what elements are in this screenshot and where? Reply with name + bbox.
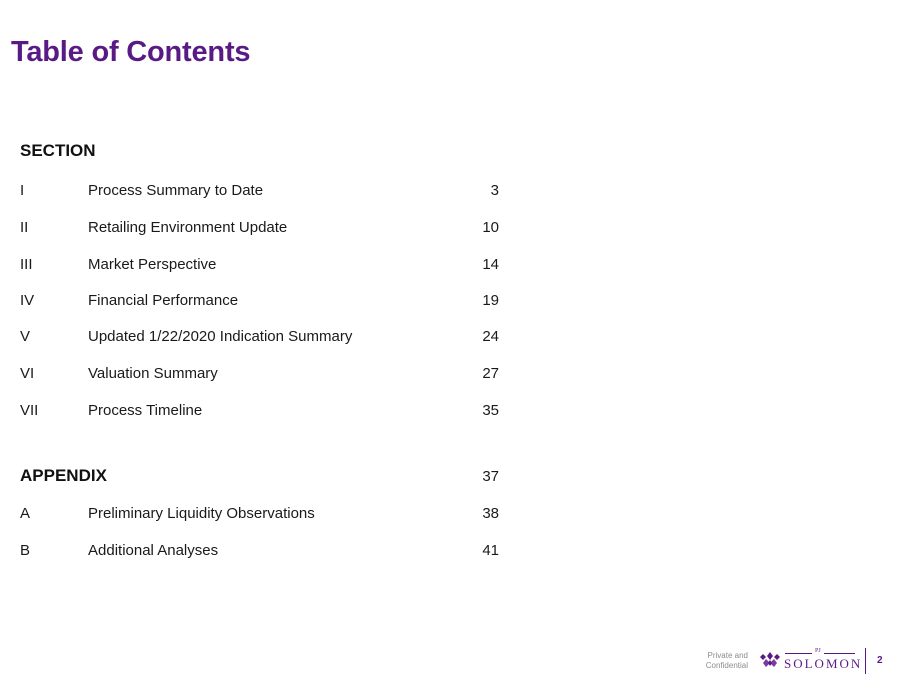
toc-page-number: 10 — [482, 219, 499, 236]
page-number: 2 — [877, 655, 883, 666]
toc-section-title: Valuation Summary — [88, 365, 218, 382]
toc-page-number: 14 — [482, 256, 499, 273]
toc-section-number: IV — [20, 292, 35, 309]
confidentiality-line-1: Private and — [707, 651, 748, 660]
confidentiality-line-2: Confidential — [705, 661, 748, 670]
confidentiality-notice — [700, 651, 748, 671]
toc-section-title: Financial Performance — [88, 292, 239, 309]
toc-section-title: Updated 1/22/2020 Indication Summary — [88, 328, 353, 345]
toc-row — [20, 219, 499, 239]
toc-section-number: I — [20, 182, 25, 199]
toc-row — [20, 542, 499, 562]
appendix-heading: APPENDIX — [20, 466, 107, 485]
toc-page-number: 24 — [482, 328, 499, 345]
toc-row — [20, 365, 499, 385]
footer-divider — [865, 648, 866, 674]
logo-wordmark: SOLOMON — [784, 656, 863, 671]
toc-page-number: 35 — [482, 402, 499, 419]
logo-monogram: PJ — [812, 648, 824, 654]
toc-section-title: Process Summary to Date — [88, 182, 264, 199]
toc-section-number: VII — [20, 402, 39, 419]
toc-appendix-title: Additional Analyses — [88, 542, 219, 559]
toc-section-number: II — [20, 219, 29, 236]
toc-page-number: 3 — [490, 182, 499, 199]
toc-page-number: 41 — [482, 542, 499, 559]
toc-page-number: 19 — [482, 292, 499, 309]
toc-section-title: Process Timeline — [88, 402, 203, 419]
section-heading: SECTION — [20, 141, 96, 160]
toc-appendix-letter: B — [20, 542, 31, 559]
toc-section-number: III — [20, 256, 33, 273]
toc-row — [20, 292, 499, 312]
page-title: Table of Contents — [11, 36, 251, 68]
toc-row — [20, 328, 499, 348]
toc-page-number: 27 — [482, 365, 499, 382]
toc-appendix-letter: A — [20, 505, 31, 522]
toc-appendix-title: Preliminary Liquidity Observations — [88, 505, 315, 522]
appendix-page-number: 37 — [482, 468, 499, 485]
toc-row — [20, 505, 499, 525]
toc-row — [20, 256, 499, 276]
toc-row — [20, 402, 499, 422]
toc-section-number: V — [20, 328, 31, 345]
appendix-header-row — [20, 466, 499, 488]
solomon-logo-mark-icon — [760, 652, 780, 673]
toc-section-title: Market Perspective — [88, 256, 217, 273]
company-logo — [760, 646, 863, 674]
toc-section-title: Retailing Environment Update — [88, 219, 288, 236]
toc-page-number: 38 — [482, 505, 499, 522]
toc-section-number: VI — [20, 365, 35, 382]
toc-row — [20, 182, 499, 202]
